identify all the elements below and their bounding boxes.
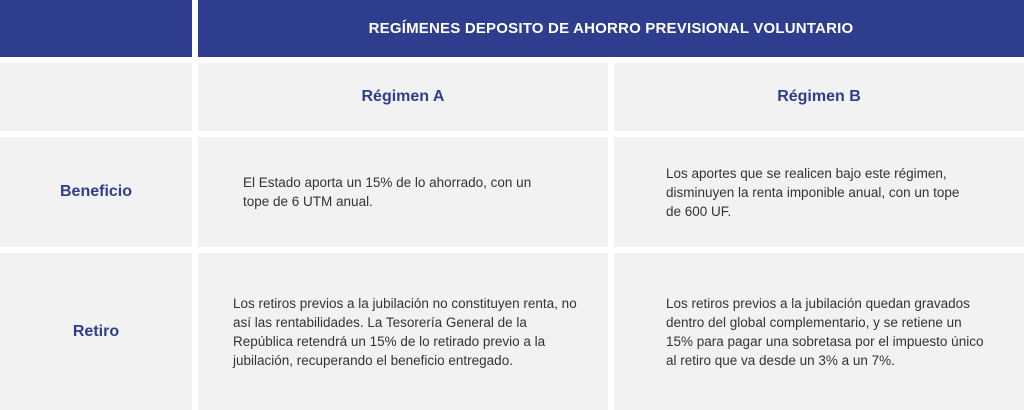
cell-text: Los retiros previos a la jubilación no constituyen renta, no así las rentabilidades. La Tesorería General de la República retendrá un 15% de lo retirado previo a la jubilación, recuperando el beneficio entregado. [233, 295, 577, 368]
column-header-corner-cell [0, 63, 192, 131]
cell-beneficio-regimen-b [614, 137, 1024, 247]
cell-beneficio-regimen-a [198, 137, 608, 247]
table-title: REGÍMENES DEPOSITO DE AHORRO PREVISIONAL VOLUNTARIO [198, 0, 1024, 57]
column-header-regimen-a: Régimen A [198, 63, 608, 131]
row-header-beneficio: Beneficio [0, 137, 192, 247]
column-header-regimen-b: Régimen B [614, 63, 1024, 131]
row-header-retiro: Retiro [0, 253, 192, 410]
cell-retiro-regimen-b [614, 253, 1024, 410]
cell-text: Los aportes que se realicen bajo este régimen, disminuyen la renta imponible anual, con un tope de 600 UF. [666, 165, 960, 219]
cell-text: Los retiros previos a la jubilación quedan gravados dentro del global complementario, y se retiene un 15% para pagar una sobretasa por el impuesto único al retiro que va desde un 3% a un 7%. [666, 295, 984, 368]
header-corner-cell [0, 0, 192, 57]
cell-text: El Estado aporta un 15% de lo ahorrado, con un tope de 6 UTM anual. [243, 175, 532, 209]
cell-retiro-regimen-a [198, 253, 608, 410]
